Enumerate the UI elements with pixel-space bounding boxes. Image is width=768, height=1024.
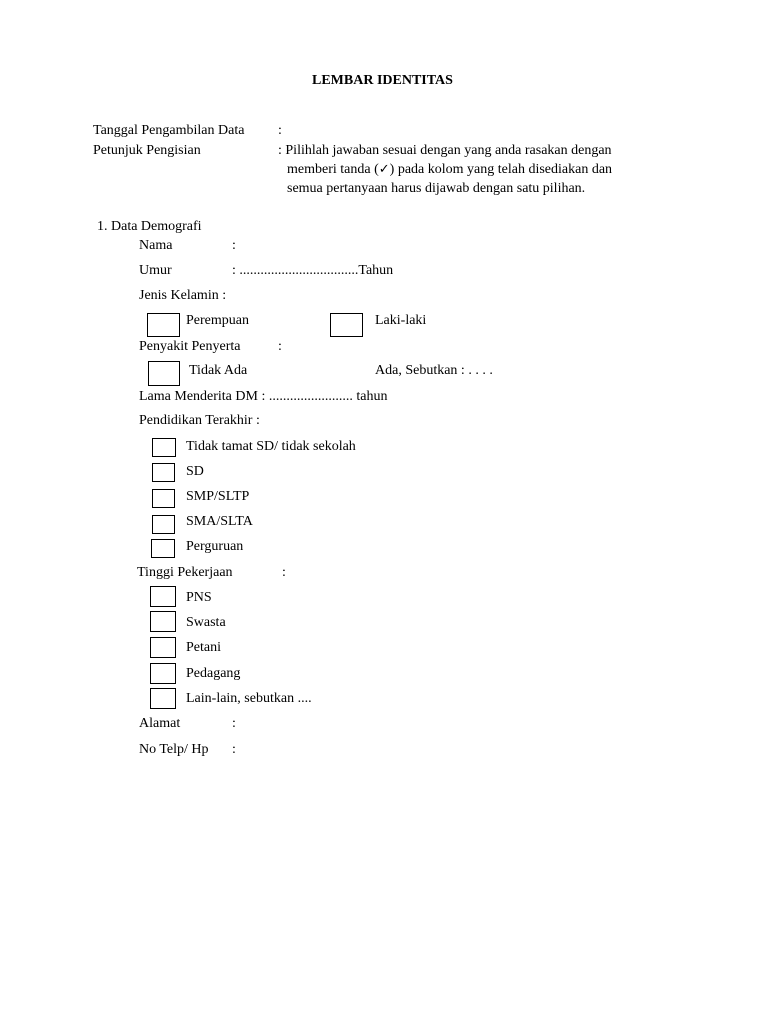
- pekerjaan-colon: :: [282, 565, 286, 580]
- alamat-colon: :: [232, 716, 236, 731]
- pendidikan-checkbox-5[interactable]: [151, 539, 175, 558]
- tanggal-label: Tanggal Pengambilan Data: [93, 123, 245, 138]
- petunjuk-line-3: semua pertanyaan harus dijawab dengan satu pilihan.: [287, 181, 586, 196]
- pekerjaan-option-1: PNS: [186, 590, 212, 605]
- pekerjaan-option-3: Petani: [186, 640, 221, 655]
- pendidikan-option-3: SMP/SLTP: [186, 489, 250, 504]
- section-heading: 1. Data Demografi: [97, 219, 202, 234]
- umur-label: Umur: [139, 263, 172, 278]
- pendidikan-option-2: SD: [186, 464, 204, 479]
- pendidikan-checkbox-2[interactable]: [152, 463, 175, 482]
- penyakit-tidak-ada-label: Tidak Ada: [189, 363, 248, 378]
- pekerjaan-checkbox-1[interactable]: [150, 586, 176, 607]
- tanggal-colon: :: [278, 123, 282, 138]
- pendidikan-label: Pendidikan Terakhir :: [139, 413, 260, 428]
- penyakit-tidak-ada-checkbox[interactable]: [148, 361, 180, 386]
- pekerjaan-option-4: Pedagang: [186, 666, 241, 681]
- petunjuk-label: Petunjuk Pengisian: [93, 143, 201, 158]
- pendidikan-checkbox-1[interactable]: [152, 438, 176, 457]
- pekerjaan-checkbox-5[interactable]: [150, 688, 176, 709]
- umur-field[interactable]: : ..................................Tahun: [232, 263, 394, 278]
- pekerjaan-checkbox-4[interactable]: [150, 663, 176, 684]
- gender-laki-laki-label: Laki-laki: [375, 313, 427, 328]
- nama-colon: :: [232, 238, 236, 253]
- checkmark-icon: ✓: [378, 162, 390, 177]
- lama-menderita-field[interactable]: Lama Menderita DM : ........................ tahun: [139, 389, 388, 404]
- pekerjaan-option-2: Swasta: [186, 615, 226, 630]
- telp-colon: :: [232, 742, 236, 757]
- gender-perempuan-label: Perempuan: [186, 313, 249, 328]
- pendidikan-option-5: Perguruan: [186, 539, 244, 554]
- penyakit-colon: :: [278, 339, 282, 354]
- telp-label: No Telp/ Hp: [139, 742, 209, 757]
- gender-laki-laki-checkbox[interactable]: [330, 313, 363, 337]
- penyakit-ada-label: Ada, Sebutkan : . . . .: [375, 363, 493, 378]
- page-title: LEMBAR IDENTITAS: [312, 73, 453, 88]
- jenis-kelamin-label: Jenis Kelamin :: [139, 288, 227, 303]
- pendidikan-option-1: Tidak tamat SD/ tidak sekolah: [186, 439, 356, 454]
- penyakit-label: Penyakit Penyerta: [139, 339, 241, 354]
- alamat-label: Alamat: [139, 716, 181, 731]
- pekerjaan-option-5: Lain-lain, sebutkan ....: [186, 691, 312, 706]
- pendidikan-checkbox-4[interactable]: [152, 515, 175, 534]
- pendidikan-checkbox-3[interactable]: [152, 489, 175, 508]
- gender-perempuan-checkbox[interactable]: [147, 313, 180, 337]
- petunjuk-line-2-pre: memberi tanda (: [287, 162, 379, 177]
- petunjuk-line-1: : Pilihlah jawaban sesuai dengan yang anda rasakan dengan: [278, 143, 612, 158]
- petunjuk-line-2: [287, 162, 612, 178]
- petunjuk-line-2-post: ) pada kolom yang telah disediakan dan: [389, 162, 613, 177]
- nama-label: Nama: [139, 238, 173, 253]
- pekerjaan-checkbox-2[interactable]: [150, 611, 176, 632]
- pendidikan-option-4: SMA/SLTA: [186, 514, 253, 529]
- pekerjaan-checkbox-3[interactable]: [150, 637, 176, 658]
- pekerjaan-label: Tinggi Pekerjaan: [137, 565, 233, 580]
